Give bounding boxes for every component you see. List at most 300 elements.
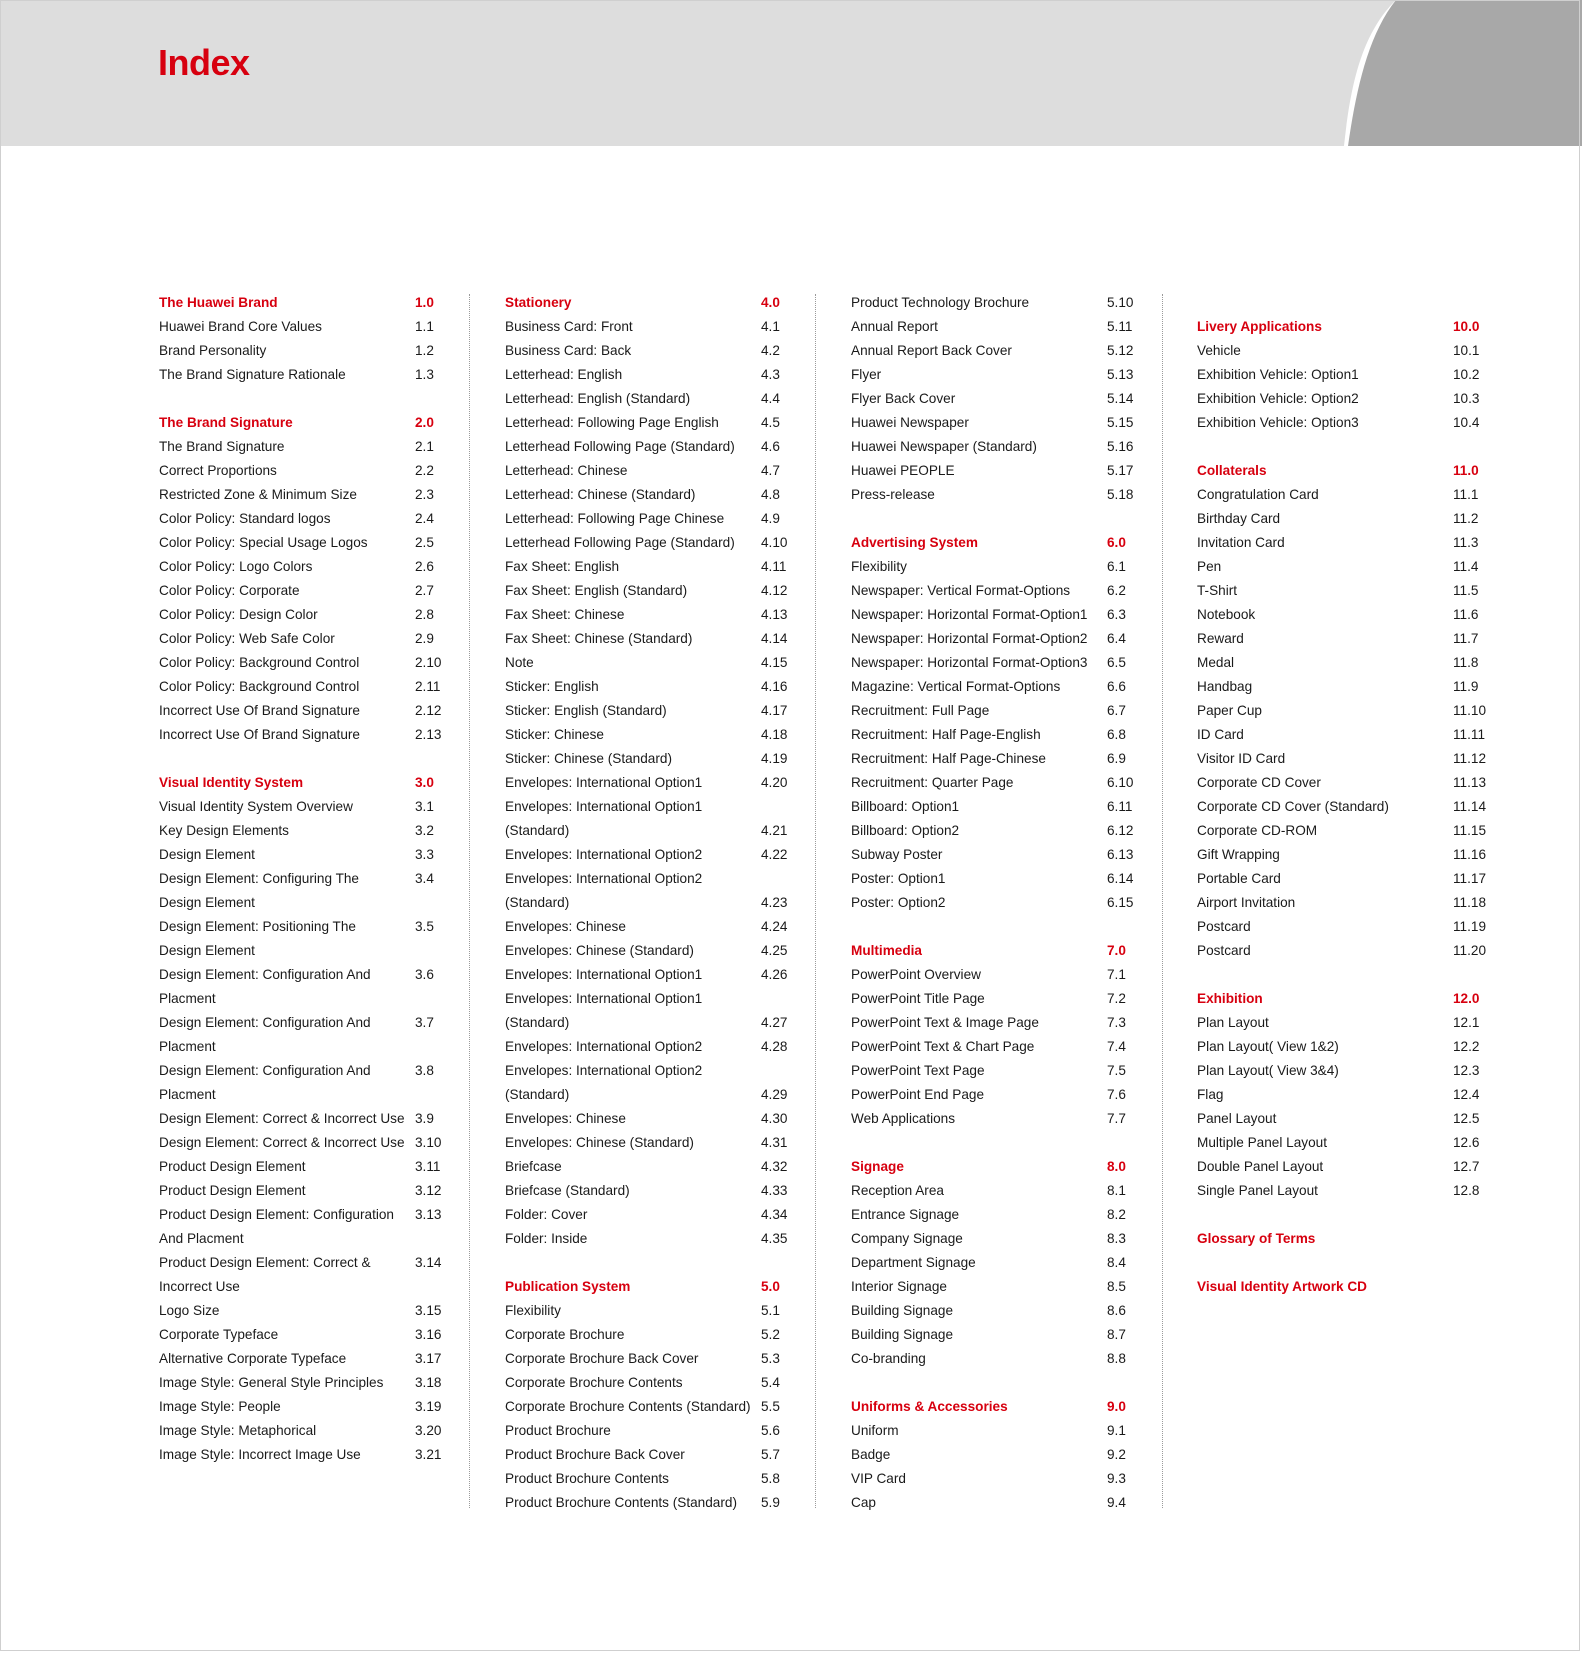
index-entry[interactable]: [159, 1155, 459, 1179]
page-title: Index: [158, 42, 250, 83]
entry-label: Congratulation Card: [1197, 487, 1319, 502]
entry-page-number: 5.3: [761, 1351, 780, 1366]
entry-page-number: 2.11: [415, 679, 441, 694]
section-number: 6.0: [1107, 535, 1126, 550]
index-entry[interactable]: [505, 1443, 805, 1467]
index-entry[interactable]: [851, 291, 1151, 315]
index-entry[interactable]: [159, 1371, 459, 1395]
column-divider: [469, 294, 470, 1508]
entry-label: Plan Layout( View 1&2): [1197, 1039, 1339, 1054]
entry-page-number: 5.11: [1107, 319, 1133, 334]
index-entry[interactable]: [505, 1467, 805, 1491]
entry-label: Vehicle: [1197, 343, 1241, 358]
index-entry[interactable]: [851, 1251, 1151, 1275]
index-entry[interactable]: [159, 531, 459, 555]
index-entry[interactable]: [159, 939, 459, 963]
index-entry[interactable]: [159, 1299, 459, 1323]
section-heading[interactable]: [1197, 1275, 1497, 1299]
index-entry[interactable]: [851, 1179, 1151, 1203]
section-spacer: [851, 1131, 1151, 1155]
index-entry[interactable]: [505, 1371, 805, 1395]
index-entry[interactable]: [851, 1299, 1151, 1323]
index-entry[interactable]: [505, 555, 805, 579]
index-entry[interactable]: [505, 939, 805, 963]
index-entry[interactable]: [505, 411, 805, 435]
index-entry[interactable]: [1197, 555, 1497, 579]
index-entry[interactable]: [505, 675, 805, 699]
header-swoosh: [1300, 0, 1582, 146]
entry-label: Single Panel Layout: [1197, 1183, 1318, 1198]
index-entry[interactable]: [851, 627, 1151, 651]
entry-label: Plan Layout( View 3&4): [1197, 1063, 1339, 1078]
entry-page-number: 8.3: [1107, 1231, 1126, 1246]
entry-page-number: 2.6: [415, 559, 434, 574]
entry-page-number: 2.4: [415, 511, 434, 526]
entry-label: Flyer Back Cover: [851, 391, 956, 406]
section-heading[interactable]: [851, 531, 1151, 555]
entry-label: Huawei Newspaper (Standard): [851, 439, 1037, 454]
entry-label: Letterhead: English (Standard): [505, 391, 691, 406]
entry-page-number: 11.17: [1453, 871, 1487, 886]
index-entry[interactable]: [159, 363, 459, 387]
index-entry[interactable]: [159, 339, 459, 363]
index-entry[interactable]: [159, 723, 459, 747]
index-entry[interactable]: [159, 1443, 459, 1467]
index-entry[interactable]: [1197, 531, 1497, 555]
index-entry[interactable]: [159, 891, 459, 915]
entry-page-number: 5.13: [1107, 367, 1134, 382]
index-entry[interactable]: [851, 339, 1151, 363]
index-entry[interactable]: [851, 1347, 1151, 1371]
index-entry[interactable]: [159, 483, 459, 507]
index-entry[interactable]: [159, 1323, 459, 1347]
index-entry[interactable]: [851, 1083, 1151, 1107]
index-entry[interactable]: [1197, 699, 1497, 723]
index-entry[interactable]: [159, 795, 459, 819]
index-entry[interactable]: [159, 1227, 459, 1251]
index-entry[interactable]: [1197, 579, 1497, 603]
index-entry[interactable]: [1197, 843, 1497, 867]
index-entry[interactable]: [851, 651, 1151, 675]
index-entry[interactable]: [1197, 891, 1497, 915]
index-entry[interactable]: [1197, 1059, 1497, 1083]
index-entry[interactable]: [851, 411, 1151, 435]
index-entry[interactable]: [1197, 939, 1497, 963]
entry-label: Design Element: Configuration And: [159, 967, 371, 982]
entry-page-number: 4.24: [761, 919, 788, 934]
index-entry[interactable]: [505, 1059, 805, 1083]
section-spacer: [505, 1251, 805, 1275]
section-title: Collaterals: [1197, 463, 1267, 478]
entry-label: Design Element: Configuration And: [159, 1015, 371, 1030]
section-spacer: [159, 387, 459, 411]
index-entry[interactable]: [505, 1131, 805, 1155]
index-entry[interactable]: [505, 1491, 805, 1515]
entry-page-number: 7.7: [1107, 1111, 1126, 1126]
entry-label: Sticker: English (Standard): [505, 703, 667, 718]
index-entry[interactable]: [505, 1419, 805, 1443]
entry-page-number: 5.6: [761, 1423, 780, 1438]
index-entry[interactable]: [159, 507, 459, 531]
entry-label: Corporate Brochure: [505, 1327, 625, 1342]
index-entry[interactable]: [505, 435, 805, 459]
index-entry[interactable]: [851, 1323, 1151, 1347]
index-entry[interactable]: [159, 627, 459, 651]
index-entry[interactable]: [159, 1035, 459, 1059]
entry-label: Fax Sheet: English (Standard): [505, 583, 688, 598]
entry-label: Logo Size: [159, 1303, 220, 1318]
index-entry[interactable]: [851, 555, 1151, 579]
index-entry[interactable]: [851, 843, 1151, 867]
index-entry[interactable]: [505, 1107, 805, 1131]
entry-label: Uniform: [851, 1423, 899, 1438]
entry-page-number: 10.4: [1453, 415, 1480, 430]
index-entry[interactable]: [851, 603, 1151, 627]
index-entry[interactable]: [159, 651, 459, 675]
index-entry[interactable]: [851, 819, 1151, 843]
entry-label: Envelopes: International Option2: [505, 1063, 703, 1078]
index-entry[interactable]: [851, 963, 1151, 987]
index-entry[interactable]: [1197, 771, 1497, 795]
entry-label: Letterhead: English: [505, 367, 623, 382]
section-title: The Brand Signature: [159, 415, 293, 430]
entry-label: Poster: Option1: [851, 871, 946, 886]
entry-label: Product Technology Brochure: [851, 295, 1030, 310]
entry-page-number: 3.15: [415, 1303, 442, 1318]
index-entry[interactable]: [851, 891, 1151, 915]
entry-page-number: 5.7: [761, 1447, 780, 1462]
section-heading[interactable]: [851, 1155, 1151, 1179]
entry-label: Product Brochure Back Cover: [505, 1447, 685, 1462]
index-entry[interactable]: [1197, 1155, 1497, 1179]
index-entry[interactable]: [851, 1467, 1151, 1491]
entry-page-number: 11.6: [1453, 607, 1479, 622]
index-entry[interactable]: [505, 1179, 805, 1203]
index-entry[interactable]: [159, 699, 459, 723]
entry-label: Color Policy: Background Control: [159, 655, 360, 670]
entry-page-number: 11.16: [1453, 847, 1487, 862]
entry-label: Design Element: Configuration And: [159, 1063, 371, 1078]
index-entry[interactable]: [851, 1443, 1151, 1467]
index-entry[interactable]: [159, 603, 459, 627]
index-entry[interactable]: [159, 675, 459, 699]
entry-page-number: 4.21: [761, 823, 788, 838]
index-entry[interactable]: [1197, 1131, 1497, 1155]
index-entry[interactable]: [851, 1059, 1151, 1083]
entry-page-number: 4.25: [761, 943, 788, 958]
index-entry[interactable]: [505, 1299, 805, 1323]
entry-label: Interior Signage: [851, 1279, 947, 1294]
index-entry[interactable]: [851, 1035, 1151, 1059]
index-entry[interactable]: [505, 1227, 805, 1251]
index-entry[interactable]: [1197, 507, 1497, 531]
entry-page-number: 11.2: [1453, 511, 1479, 526]
index-entry[interactable]: [1197, 339, 1497, 363]
index-entry[interactable]: [505, 483, 805, 507]
index-entry[interactable]: [1197, 603, 1497, 627]
index-entry[interactable]: [505, 507, 805, 531]
index-entry[interactable]: [159, 1131, 459, 1155]
entry-label: Letterhead: Chinese: [505, 463, 628, 478]
index-entry[interactable]: [1197, 483, 1497, 507]
index-entry[interactable]: [505, 723, 805, 747]
index-entry[interactable]: [1197, 1035, 1497, 1059]
index-entry[interactable]: [851, 459, 1151, 483]
entry-label: Incorrect Use Of Brand Signature: [159, 703, 360, 718]
entry-label: Annual Report: [851, 319, 938, 334]
index-entry[interactable]: [851, 771, 1151, 795]
entry-page-number: 4.27: [761, 1015, 788, 1030]
index-entry[interactable]: [851, 987, 1151, 1011]
index-entry[interactable]: [851, 315, 1151, 339]
entry-label: Image Style: People: [159, 1399, 281, 1414]
index-entry[interactable]: [851, 1011, 1151, 1035]
entry-label: Envelopes: Chinese: [505, 919, 626, 934]
index-entry[interactable]: [159, 1179, 459, 1203]
entry-page-number: 11.4: [1453, 559, 1479, 574]
index-entry[interactable]: [505, 987, 805, 1011]
index-entry[interactable]: [505, 651, 805, 675]
index-entry[interactable]: [851, 1491, 1151, 1515]
index-entry[interactable]: [505, 1035, 805, 1059]
index-entry[interactable]: [159, 1419, 459, 1443]
index-entry[interactable]: [159, 1059, 459, 1083]
section-number: 12.0: [1453, 991, 1480, 1006]
index-entry[interactable]: [1197, 819, 1497, 843]
index-entry[interactable]: [505, 963, 805, 987]
index-entry[interactable]: [505, 387, 805, 411]
index-entry[interactable]: [505, 459, 805, 483]
section-title: Glossary of Terms: [1197, 1231, 1316, 1246]
section-title: The Huawei Brand: [159, 295, 278, 310]
entry-label: PowerPoint Overview: [851, 967, 981, 982]
index-entry[interactable]: [851, 483, 1151, 507]
index-entry[interactable]: [505, 1011, 805, 1035]
index-entry[interactable]: [505, 1083, 805, 1107]
index-entry[interactable]: [505, 1155, 805, 1179]
index-entry[interactable]: [505, 891, 805, 915]
entry-page-number: 6.2: [1107, 583, 1126, 598]
entry-page-number: 3.14: [415, 1255, 442, 1270]
entry-page-number: 8.8: [1107, 1351, 1126, 1366]
index-entry[interactable]: [505, 867, 805, 891]
index-entry[interactable]: [505, 795, 805, 819]
entry-label: Envelopes: Chinese (Standard): [505, 943, 694, 958]
index-entry[interactable]: [1197, 1107, 1497, 1131]
entry-page-number: 4.6: [761, 439, 780, 454]
section-heading[interactable]: [851, 939, 1151, 963]
index-entry[interactable]: [505, 315, 805, 339]
entry-page-number: 3.11: [415, 1159, 441, 1174]
index-entry[interactable]: [1197, 915, 1497, 939]
entry-page-number: 3.18: [415, 1375, 442, 1390]
entry-label: Building Signage: [851, 1303, 954, 1318]
index-entry[interactable]: [159, 315, 459, 339]
entry-page-number: 7.6: [1107, 1087, 1126, 1102]
section-heading[interactable]: [159, 291, 459, 315]
index-entry[interactable]: [505, 699, 805, 723]
index-entry[interactable]: [851, 675, 1151, 699]
section-heading[interactable]: [851, 1395, 1151, 1419]
entry-label: Birthday Card: [1197, 511, 1281, 526]
entry-page-number: 9.2: [1107, 1447, 1126, 1462]
index-entry[interactable]: [159, 1347, 459, 1371]
entry-page-number: 8.1: [1107, 1183, 1126, 1198]
index-entry[interactable]: [159, 459, 459, 483]
entry-label: Recruitment: Half Page-English: [851, 727, 1041, 742]
entry-page-number: 6.13: [1107, 847, 1134, 862]
index-entry[interactable]: [1197, 867, 1497, 891]
entry-label: Notebook: [1197, 607, 1256, 622]
section-heading[interactable]: [1197, 315, 1497, 339]
entry-label: Postcard: [1197, 943, 1251, 958]
index-entry[interactable]: [851, 795, 1151, 819]
index-entry[interactable]: [159, 435, 459, 459]
index-entry[interactable]: [505, 603, 805, 627]
entry-page-number: 4.14: [761, 631, 788, 646]
index-entry[interactable]: [159, 1011, 459, 1035]
entry-page-number: 4.31: [761, 1135, 788, 1150]
entry-page-number: 4.33: [761, 1183, 788, 1198]
index-entry[interactable]: [159, 1083, 459, 1107]
entry-page-number: 6.14: [1107, 871, 1134, 886]
index-entry[interactable]: [1197, 675, 1497, 699]
entry-label: Sticker: Chinese (Standard): [505, 751, 672, 766]
index-entry[interactable]: [505, 579, 805, 603]
section-title: Visual Identity System: [159, 775, 304, 790]
index-entry[interactable]: [159, 987, 459, 1011]
entry-label: Folder: Cover: [505, 1207, 588, 1222]
index-entry[interactable]: [505, 363, 805, 387]
index-entry[interactable]: [505, 819, 805, 843]
index-entry[interactable]: [505, 1203, 805, 1227]
index-entry[interactable]: [159, 819, 459, 843]
entry-label: Envelopes: International Option1: [505, 775, 703, 790]
entry-page-number: 5.17: [1107, 463, 1134, 478]
entry-page-number: 4.34: [761, 1207, 788, 1222]
entry-label: Exhibition Vehicle: Option1: [1197, 367, 1359, 382]
entry-label: Design Element: Positioning The: [159, 919, 356, 934]
index-entry[interactable]: [851, 1275, 1151, 1299]
index-entry[interactable]: [851, 387, 1151, 411]
index-entry[interactable]: [159, 1251, 459, 1275]
section-heading[interactable]: [505, 291, 805, 315]
index-entry[interactable]: [1197, 723, 1497, 747]
entry-page-number: 8.6: [1107, 1303, 1126, 1318]
index-column-4: [1197, 291, 1497, 1299]
index-entry[interactable]: [159, 579, 459, 603]
index-entry[interactable]: [851, 363, 1151, 387]
index-entry[interactable]: [505, 747, 805, 771]
section-heading[interactable]: [505, 1275, 805, 1299]
entry-label: Paper Cup: [1197, 703, 1262, 718]
section-spacer: [1197, 1203, 1497, 1227]
entry-label: Cap: [851, 1495, 876, 1510]
entry-label: Web Applications: [851, 1111, 956, 1126]
index-entry[interactable]: [1197, 363, 1497, 387]
entry-label: (Standard): [505, 895, 570, 910]
index-entry[interactable]: [159, 867, 459, 891]
index-entry[interactable]: [851, 435, 1151, 459]
entry-page-number: 7.1: [1107, 967, 1126, 982]
section-heading[interactable]: [159, 411, 459, 435]
entry-label: PowerPoint End Page: [851, 1087, 985, 1102]
entry-page-number: 5.10: [1107, 295, 1134, 310]
index-entry[interactable]: [505, 1395, 805, 1419]
index-entry[interactable]: [851, 1419, 1151, 1443]
entry-page-number: 10.1: [1453, 343, 1480, 358]
index-entry[interactable]: [159, 1203, 459, 1227]
entry-label: PowerPoint Text & Chart Page: [851, 1039, 1035, 1054]
section-title: Publication System: [505, 1279, 631, 1294]
section-heading[interactable]: [1197, 1227, 1497, 1251]
index-entry[interactable]: [159, 915, 459, 939]
index-entry[interactable]: [851, 579, 1151, 603]
section-heading[interactable]: [1197, 459, 1497, 483]
index-entry[interactable]: [159, 963, 459, 987]
index-entry[interactable]: [1197, 651, 1497, 675]
entry-label: Correct Proportions: [159, 463, 277, 478]
section-heading[interactable]: [1197, 987, 1497, 1011]
index-entry[interactable]: [159, 1107, 459, 1131]
index-entry[interactable]: [851, 1203, 1151, 1227]
index-entry[interactable]: [159, 1275, 459, 1299]
entry-label: Product Brochure: [505, 1423, 611, 1438]
index-entry[interactable]: [1197, 387, 1497, 411]
index-entry[interactable]: [505, 531, 805, 555]
section-number: 8.0: [1107, 1159, 1126, 1174]
index-entry[interactable]: [851, 747, 1151, 771]
index-entry[interactable]: [851, 867, 1151, 891]
index-entry[interactable]: [1197, 1083, 1497, 1107]
entry-page-number: 5.18: [1107, 487, 1134, 502]
index-entry[interactable]: [851, 1107, 1151, 1131]
index-entry[interactable]: [159, 1395, 459, 1419]
index-entry[interactable]: [1197, 411, 1497, 435]
index-entry[interactable]: [1197, 795, 1497, 819]
index-entry[interactable]: [159, 843, 459, 867]
index-entry[interactable]: [159, 555, 459, 579]
entry-page-number: 3.19: [415, 1399, 442, 1414]
index-entry[interactable]: [505, 1347, 805, 1371]
index-entry[interactable]: [1197, 1011, 1497, 1035]
index-entry[interactable]: [505, 843, 805, 867]
index-entry[interactable]: [505, 915, 805, 939]
index-entry[interactable]: [505, 771, 805, 795]
entry-page-number: 4.1: [761, 319, 780, 334]
entry-page-number: 12.3: [1453, 1063, 1480, 1078]
entry-label: Envelopes: International Option2: [505, 847, 703, 862]
index-entry[interactable]: [1197, 747, 1497, 771]
entry-page-number: 6.7: [1107, 703, 1126, 718]
entry-label: Flag: [1197, 1087, 1224, 1102]
section-heading[interactable]: [159, 771, 459, 795]
index-entry[interactable]: [851, 723, 1151, 747]
entry-page-number: 11.20: [1453, 943, 1487, 958]
index-entry[interactable]: [1197, 1179, 1497, 1203]
index-entry[interactable]: [505, 627, 805, 651]
index-entry[interactable]: [505, 339, 805, 363]
entry-label: (Standard): [505, 1015, 570, 1030]
entry-page-number: 11.14: [1453, 799, 1487, 814]
entry-label: Letterhead: Following Page English: [505, 415, 719, 430]
entry-page-number: 3.21: [415, 1447, 442, 1462]
index-entry[interactable]: [1197, 627, 1497, 651]
index-entry[interactable]: [851, 699, 1151, 723]
entry-page-number: 4.20: [761, 775, 788, 790]
index-entry[interactable]: [505, 1323, 805, 1347]
index-entry[interactable]: [851, 1227, 1151, 1251]
